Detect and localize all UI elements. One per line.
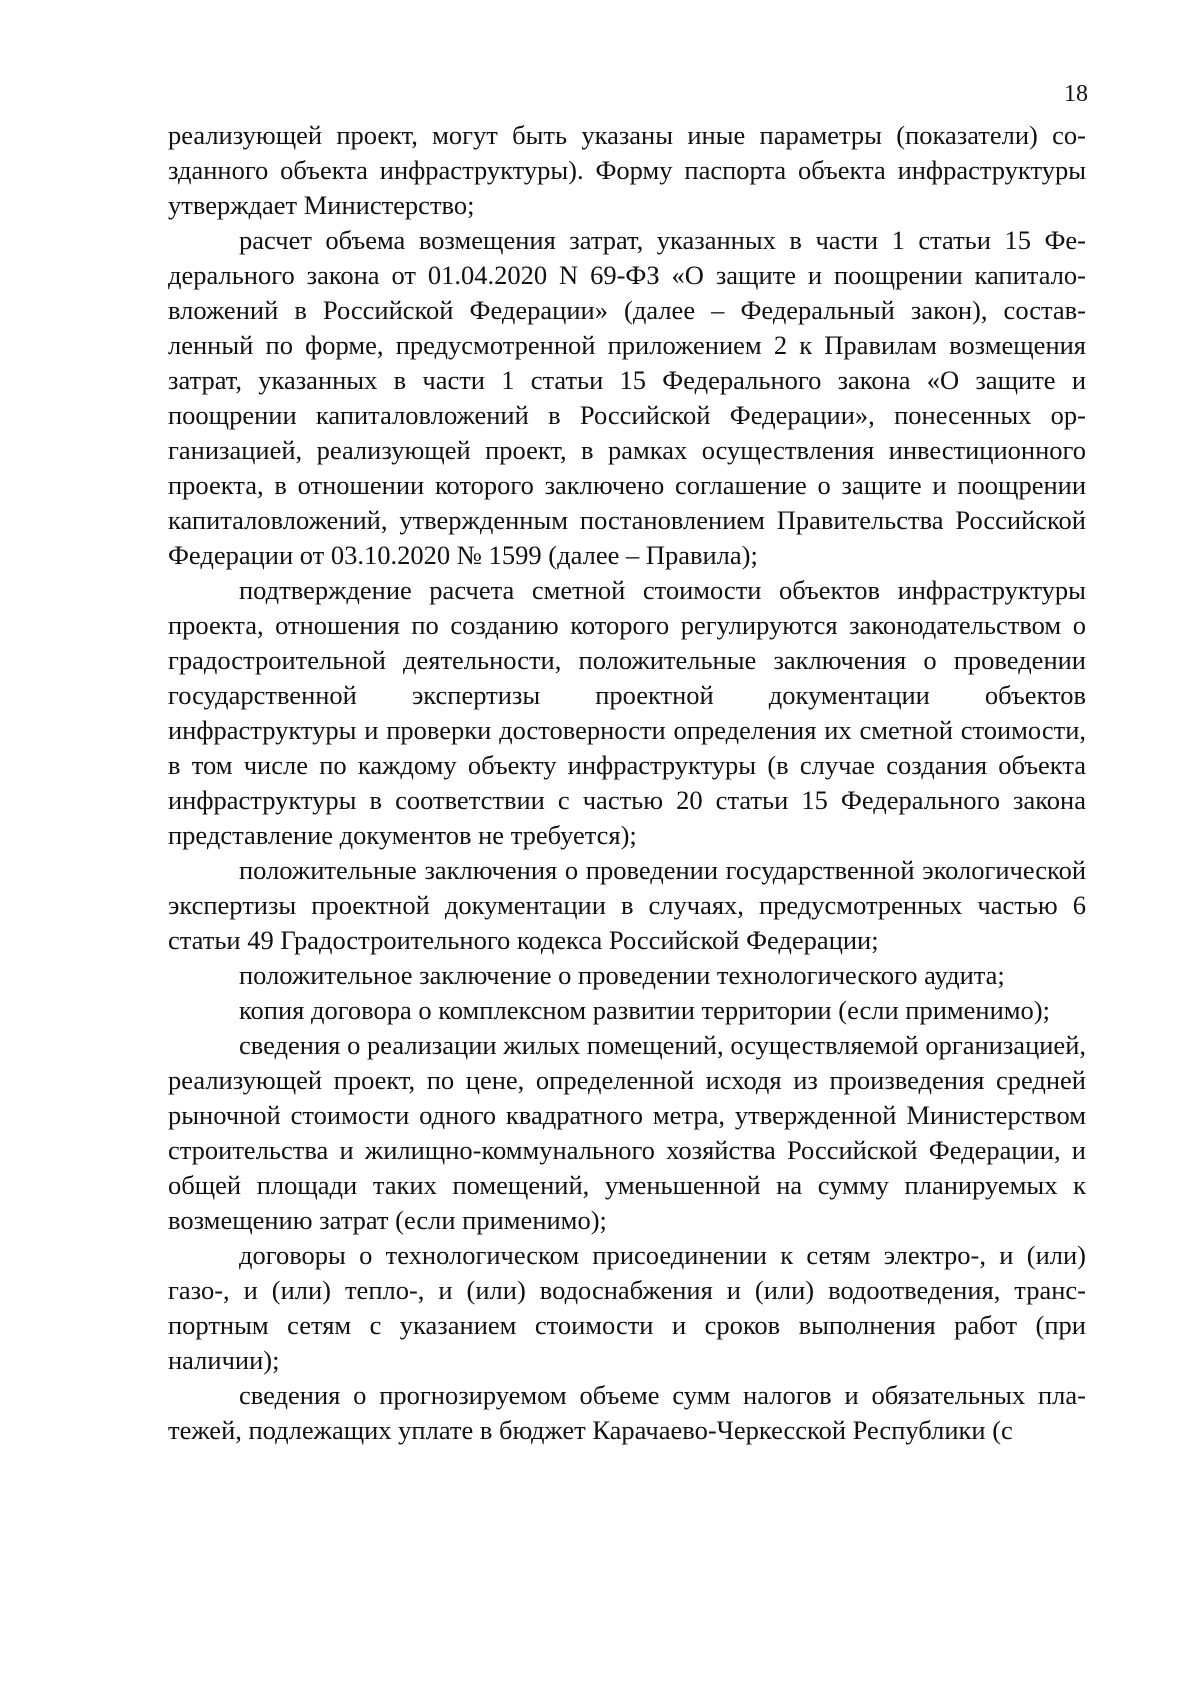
paragraph-6: копия договора о комплексном развитии территории (если применимо); (239, 995, 1050, 1025)
paragraph-7: сведения о реализации жилых помещений, осуществляемой организацией, реализующей проект, по цене, определенной исходя из произведения средней рыночной стоимости одного квадратного метра, утвержденной Министерством строительства и жилищно-коммунального хозяйства Российской Федерации, и общей площади таких помещений, уменьшенной на сумму планируемых к возмещению затрат (если применимо); (168, 1030, 1086, 1235)
document-body (168, 118, 1086, 1448)
paragraph-4: положительные заключения о проведении государственной экологической экспертизы проектной документации в случаях, предусмотренных частью 6 статьи 49 Градостроительного кодекса Российской Федерации; (168, 855, 1086, 955)
page-number: 18 (1064, 81, 1088, 107)
paragraph-1: реализующей проект, могут быть указаны иные параметры (показатели) созданного объекта инфраструктуры). Форму паспорта объекта инфраструктуры утверждает Министерство; (168, 120, 1086, 220)
paragraph-8: договоры о технологическом присоединении к сетям электро-, и (или) газо-, и (или) тепло-, и (или) водоснабжения и (или) водоотведения, транспортным сетям с указанием стоимости и сроков выполнения работ (при наличии); (168, 1240, 1086, 1375)
paragraph-3: подтверждение расчета сметной стоимости объектов инфраструктуры проекта, отношения по созданию которого регулируются законодательством о градостроительной деятельности, положительные заключения о проведении государственной экспертизы проектной документации объектов инфраструктуры и проверки достоверности определения их сметной стоимости, в том числе по каждому объекту инфраструктуры (в случае создания объекта инфраструктуры в соответствии с частью 20 статьи 15 Федерального закона представление документов не требуется); (168, 575, 1086, 850)
paragraph-9: сведения о прогнозируемом объеме сумм налогов и обязательных платежей, подлежащих уплате в бюджет Карачаево-Черкесской Республики (с (168, 1380, 1086, 1445)
paragraph-5: положительное заключение о проведении технологического аудита; (239, 960, 1005, 990)
paragraph-2: расчет объема возмещения затрат, указанных в части 1 статьи 15 Федерального закона от 01.04.2020 N 69-ФЗ «О защите и поощрении капиталовложений в Российской Федерации» (далее – Федеральный закон), составленный по форме, предусмотренной приложением 2 к Правилам возмещения затрат, указанных в части 1 статьи 15 Федерального закона «О защите и поощрении капиталовложений в Российской Федерации», понесенных организацией, реализующей проект, в рамках осуществления инвестиционного проекта, в отношении которого заключено соглашение о защите и поощрении капиталовложений, утвержденным постановлением Правительства Российской Федерации от 03.10.2020 № 1599 (далее – Правила); (168, 225, 1086, 570)
